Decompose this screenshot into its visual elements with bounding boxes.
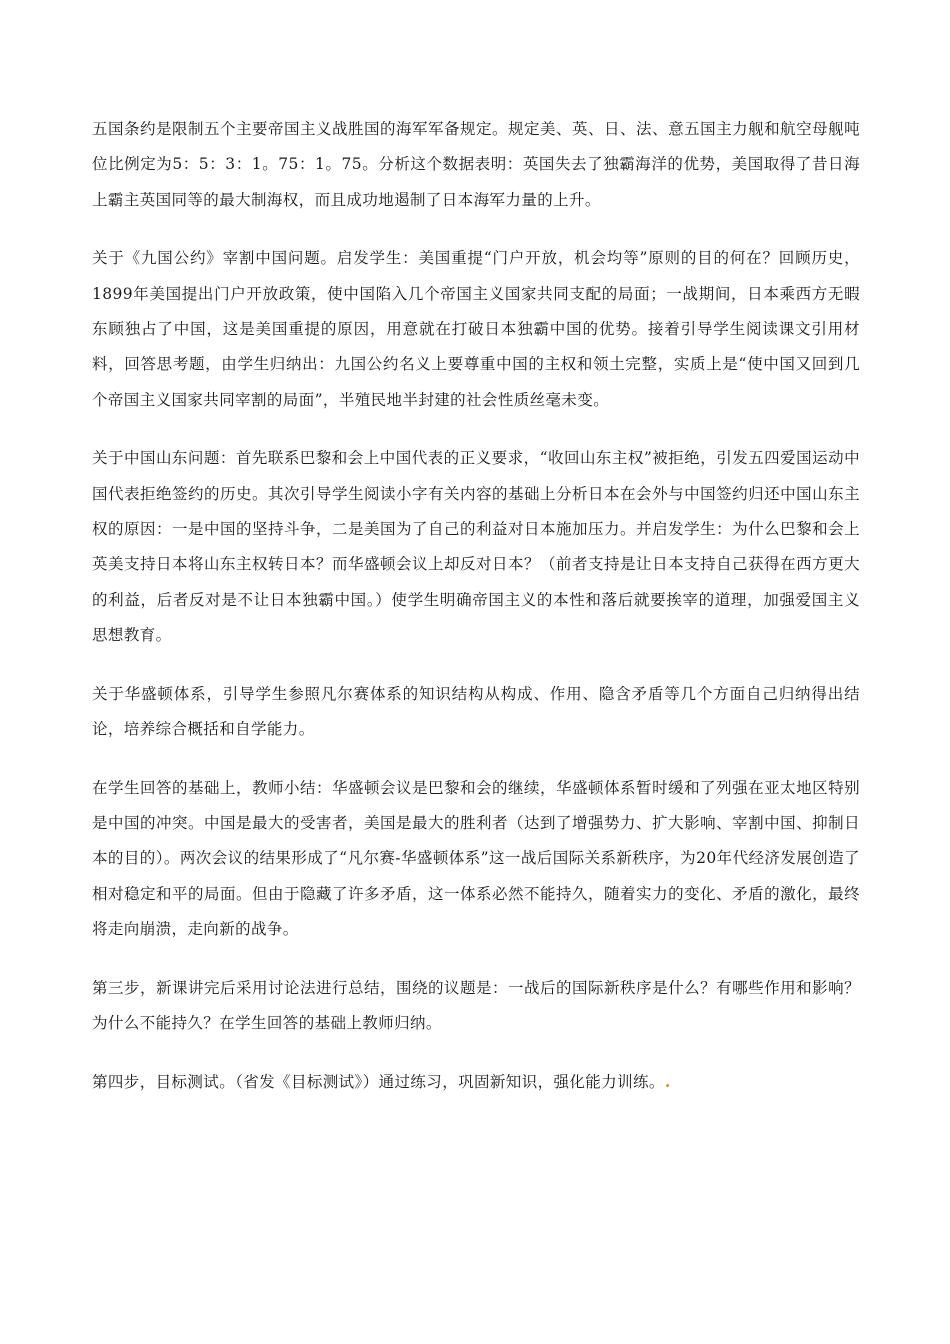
paragraph-step-three: 第三步，新课讲完后采用讨论法进行总结，围绕的议题是：一战后的国际新秩序是什么？有哪些作用和影响？为什么不能持久？在学生回答的基础上教师归纳。 [92, 978, 860, 1032]
step-four-text: 第四步，目标测试。（省发《目标测试》）通过练习，巩固新知识，强化能力训练。 [92, 1073, 665, 1092]
paragraph-nine-power-treaty: 关于《九国公约》宰割中国问题。启发学生：美国重提“门户开放，机会均等”原则的目的何在？回顾历史，1899年美国提出门户开放政策，使中国陷入几个帝国主义国家共同支配的局面；一战期间，日本乘西方无暇东顾独占了中国，这是美国重提的原因，用意就在打破日本独霸中国的优势。接着引导学生阅读课文引用材料，回答思考题，由学生归纳出：九国公约名义上要尊重中国的主权和领土完整，实质上是“使中国又回到几个帝国主义国家共同宰割的局面”，半殖民地半封建的社会性质丝毫未变。 [92, 249, 860, 409]
paragraph-teacher-summary: 在学生回答的基础上，教师小结：华盛顿会议是巴黎和会的继续，华盛顿体系暂时缓和了列强在亚太地区特别是中国的冲突。中国是最大的受害者，美国是最大的胜利者（达到了增强势力、扩大影响、宰割中国、抑制日本的目的）。两次会议的结果形成了“凡尔赛-华盛顿体系”这一战后国际关系新秩序，为20年代经济发展创造了相对稳定和平的局面。但由于隐藏了许多矛盾，这一体系必然不能持久，随着实力的变化、矛盾的激化，最终将走向崩溃，走向新的战争。 [92, 778, 860, 939]
paragraph-step-four [92, 1064, 860, 1100]
trailing-mark: . [664, 1072, 671, 1092]
document-body [92, 112, 860, 1124]
paragraph-five-power-treaty: 五国条约是限制五个主要帝国主义战胜国的海军军备规定。规定美、英、日、法、意五国主力舰和航空母舰吨位比例定为5：5：3：1。75：1。75。分析这个数据表明：英国失去了独霸海洋的优势，美国取得了昔日海上霸主英国同等的最大制海权，而且成功地遏制了日本海军力量的上升。 [92, 120, 860, 209]
paragraph-washington-system: 关于华盛顿体系，引导学生参照凡尔赛体系的知识结构从构成、作用、隐含矛盾等几个方面自己归纳得出结论，培养综合概括和自学能力。 [92, 684, 860, 739]
paragraph-shandong-question: 关于中国山东问题：首先联系巴黎和会上中国代表的正义要求，“收回山东主权”被拒绝，引发五四爱国运动中国代表拒绝签约的历史。其次引导学生阅读小字有关内容的基础上分析日本在会外与中国签约归还中国山东主权的原因：一是中国的坚持斗争，二是美国为了自己的利益对日本施加压力。并启发学生：为什么巴黎和会上英美支持日本将山东主权转日本？而华盛顿会议上却反对日本？（前者支持是让日本支持自己获得在西方更大的利益，后者反对是不让日本独霸中国。）使学生明确帝国主义的本性和落后就要挨宰的道理，加强爱国主义思想教育。 [92, 449, 860, 645]
